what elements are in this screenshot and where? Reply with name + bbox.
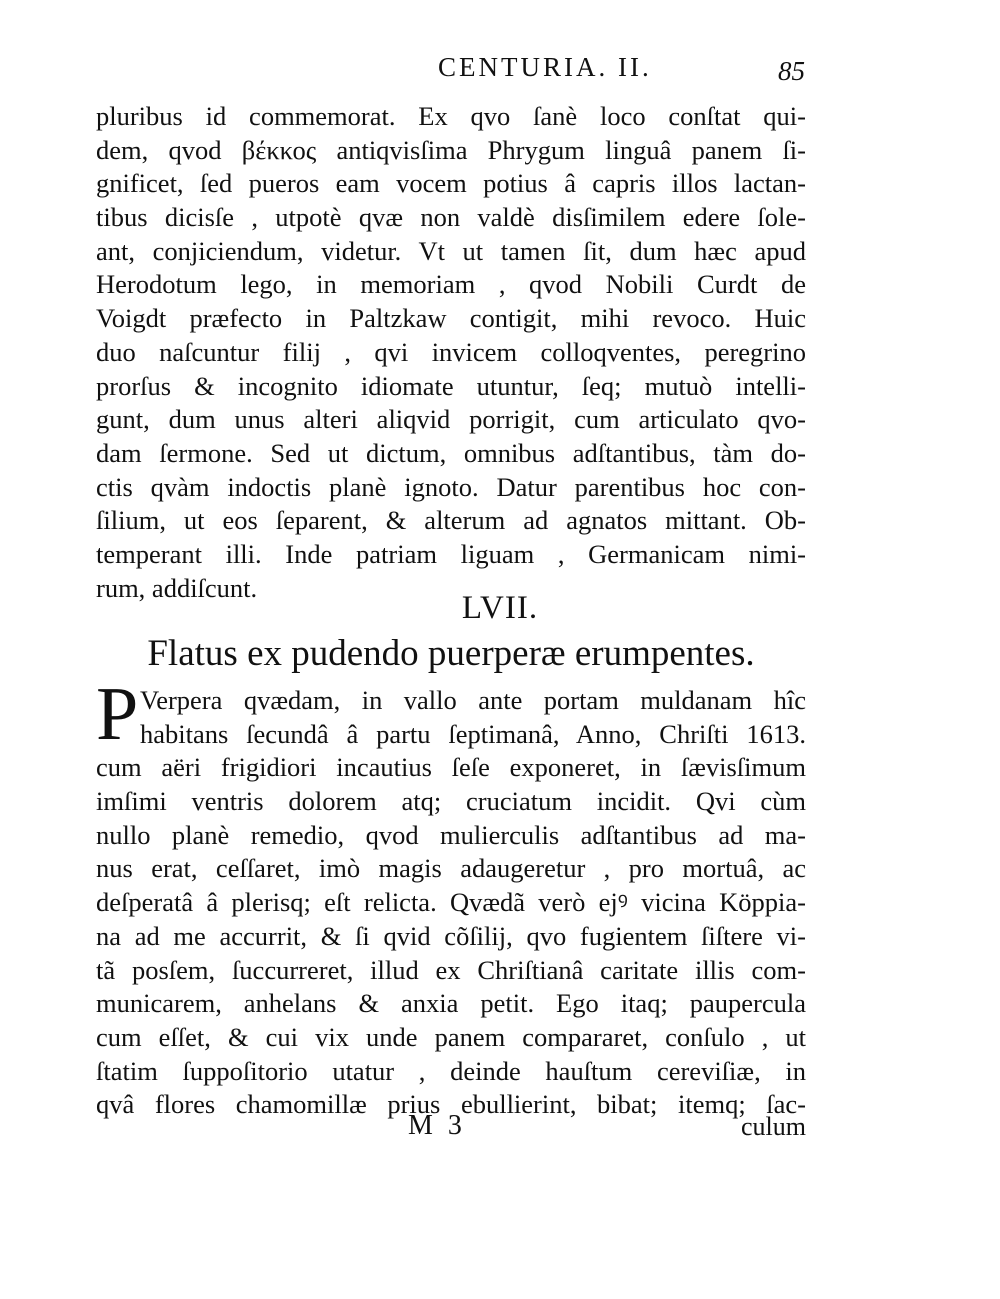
running-head: CENTURIA. II. (438, 52, 652, 82)
text-line: pluribus id commemorat. Ex qvo ſanè loco conſtat qui- (96, 101, 806, 131)
text-line: ctis qvàm indoctis planè ignoto. Datur parentibus hoc con- (96, 471, 806, 502)
text-line: temperant illi. Inde patriam liguam , Germanicam nimi- (96, 538, 806, 569)
text-line: duo naſcuntur filij , qvi invicem colloqventes, peregrino (96, 336, 806, 367)
text-line: cum aëri frigidiori incautius ſeſe exponeret, in ſævisſimum (96, 752, 806, 783)
text-line: rum, addiſcunt. (96, 572, 258, 603)
text-line: tã posſem, ſuccurreret, illud ex Chriſtianâ caritate illis com- (96, 954, 806, 985)
drop-cap: P (96, 672, 139, 756)
text-line: cum eſſet, & cui vix unde panem compararet, conſulo , ut (96, 1021, 806, 1052)
text-line: prorſus & incognito idiomate utuntur, ſeq; mutuò intelli- (96, 370, 806, 401)
text-line: imſimi ventris dolorem atq; cruciatum incidit. Qvi cùm (96, 786, 806, 817)
text-line: tibus dicisſe , utpotè qvæ non valdè disſimilem edere ſole- (96, 202, 806, 233)
text-line: qvâ flores chamomillæ prius ebullierint, bibat; itemq; ſac- (96, 1089, 806, 1120)
text-line: nullo planè remedio, qvod mulierculis adſtantibus ad ma- (96, 819, 806, 850)
paragraph-section-body (96, 684, 806, 1122)
text-line: deſperatâ â plerisq; eſt relicta. Qvædã verò ejꝰ vicina Köppia- (96, 887, 806, 918)
signature-mark: M 3 (408, 1110, 466, 1141)
text-line: gnificet, ſed pueros eam vocem potius â capris illos lactan- (96, 168, 806, 199)
catchword: culum (741, 1112, 806, 1141)
text-line: ſilium, ut eos ſeparent, & alterum ad agnatos mittant. Ob- (96, 505, 806, 536)
text-line: municarem, anhelans & anxia petit. Ego itaq; paupercula (96, 988, 806, 1019)
page-header (90, 52, 920, 92)
section-title: Flatus ex pudendo puerperæ erumpentes. (147, 633, 755, 674)
text-line: na ad me accurrit, & ſi qvid cõſilij, qvo fugientem ſiſtere vi- (96, 920, 806, 951)
text-line: Voigdt præfecto in Paltzkaw contigit, mihi revoco. Huic (96, 303, 806, 334)
text-line: ſtatim ſuppoſitorio utatur , deinde hauſtum cereviſiæ, in (96, 1055, 806, 1086)
text-line: Herodotum lego, in memoriam , qvod Nobili Curdt de (96, 269, 806, 300)
text-line: habitans ſecundâ â partu ſeptimanâ, Anno, Chriſti 1613. (140, 718, 806, 749)
section-number: LVII. (461, 590, 539, 626)
text-line: gunt, dum unus alteri aliqvid porrigit, cum articulato qvo- (96, 404, 806, 435)
text-line: dam ſermone. Sed ut dictum, omnibus adſtantibus, tàm do- (96, 437, 806, 468)
page-number: 85 (778, 56, 805, 86)
text-line: Verpera qvædam, in vallo ante portam muldanam hîc (140, 685, 806, 715)
text-line: ant, conjiciendum, videtur. Vt ut tamen ſit, dum hæc apud (96, 235, 806, 266)
text-line: nus erat, ceſſaret, imò magis adaugeretur , pro mortuâ, ac (96, 853, 806, 884)
paragraph-continued (96, 100, 806, 605)
page-footer (96, 1110, 806, 1150)
text-line: dem, qvod βέκκος antiqvisſima Phrygum linguâ panem ſi- (96, 134, 806, 165)
